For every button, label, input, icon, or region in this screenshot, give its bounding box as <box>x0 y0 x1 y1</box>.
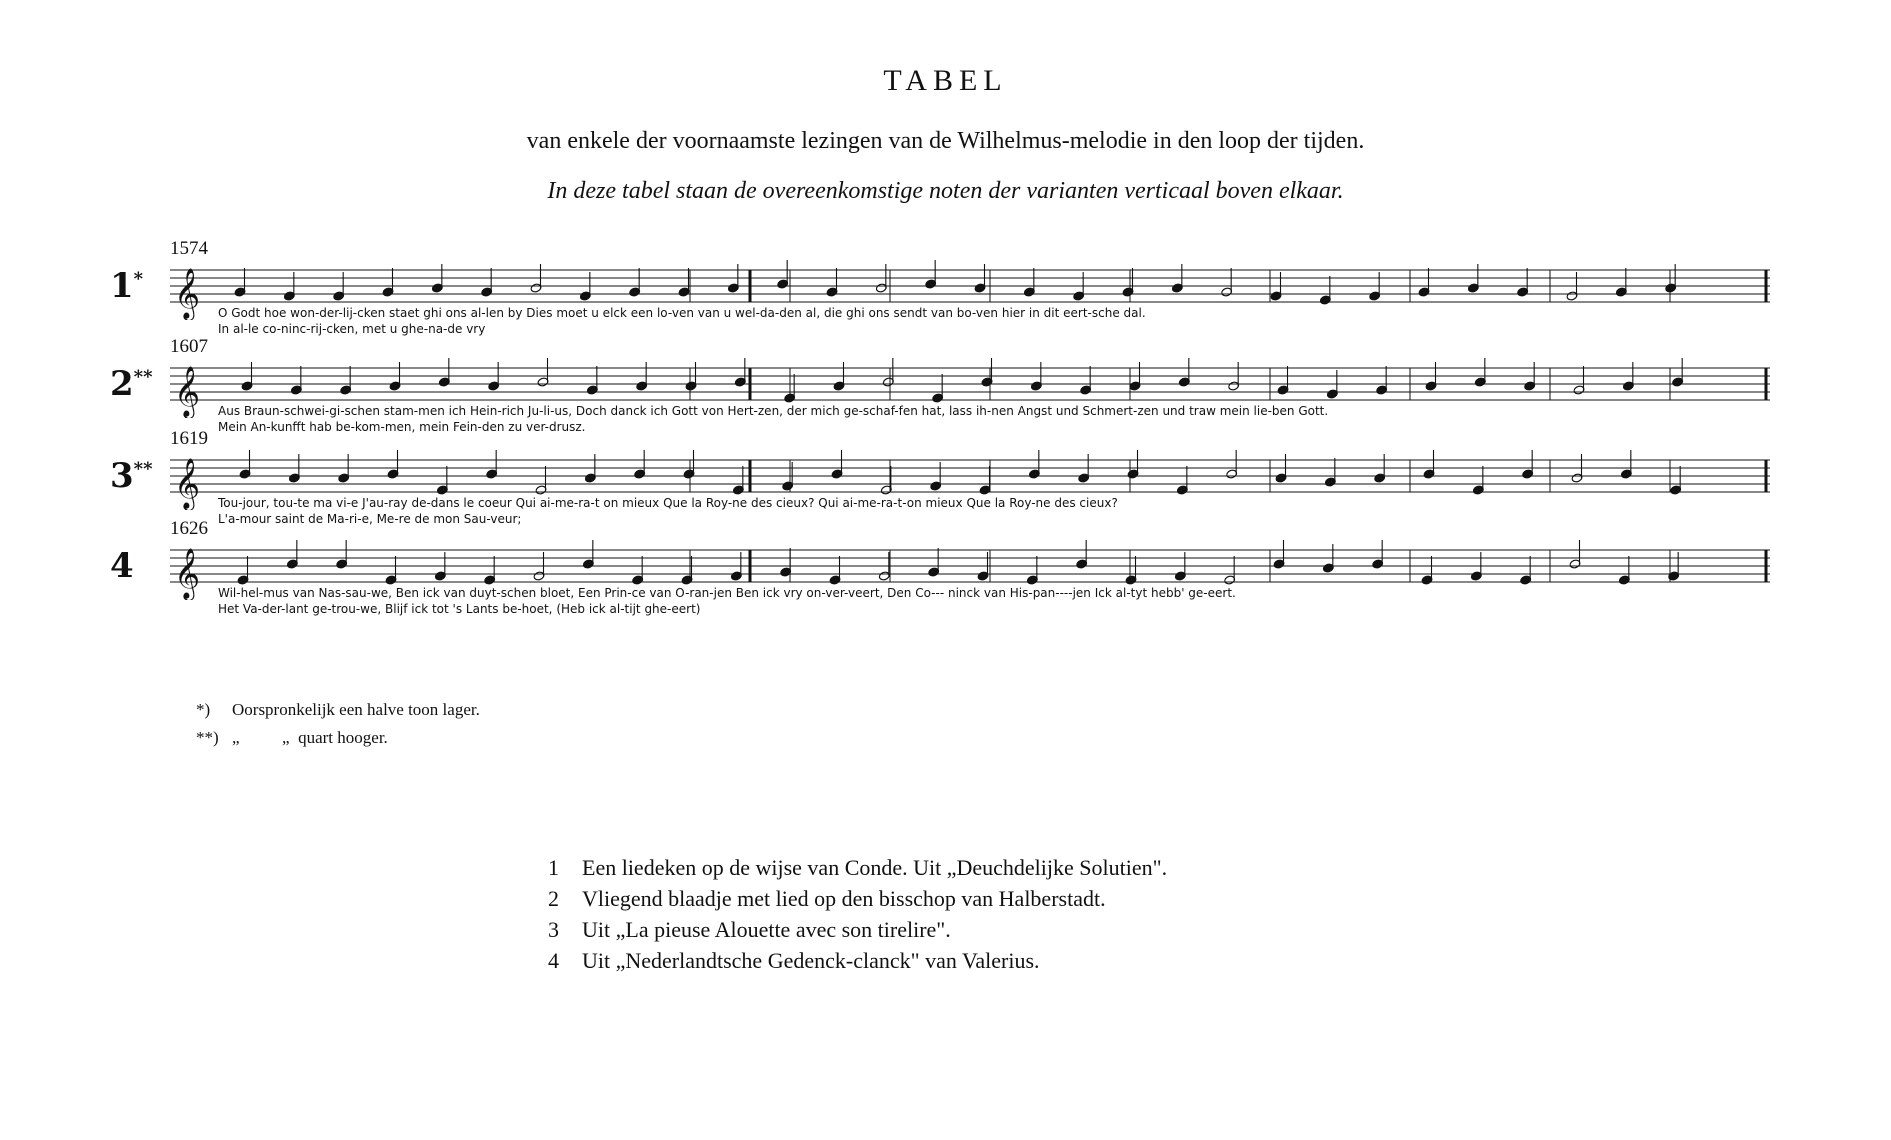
footnote: *) Oorspronkelijk een halve toon lager. <box>196 700 480 719</box>
page-title: TABEL <box>883 64 1008 97</box>
lyric-line: Tou-jour, tou-te ma vi-e J'au-ray de-dans le coeur Qui ai-me-ra-t on mieux Que la Roy-ne des cieux? Qui ai-me-ra-t-on mieux Que la Roy-ne des cieux? <box>218 496 1118 510</box>
source-list <box>548 852 1167 976</box>
lyric-line: In al-le co-ninc-rij-cken, met u ghe-na-de vry <box>218 322 486 336</box>
treble-clef-icon: 𝄞 <box>174 548 201 599</box>
melody-number: 4 <box>110 546 134 586</box>
melody-row-2 <box>110 336 1770 440</box>
source-item: 4 Uit „Nederlandtsche Gedenck-clanck" van Valerius. <box>548 948 1040 973</box>
explanatory-note: In deze tabel staan de overeenkomstige noten der varianten verticaal boven elkaar. <box>547 178 1344 204</box>
melody-number: 3** <box>110 456 153 496</box>
treble-clef-icon: 𝄞 <box>174 268 201 319</box>
footnote: **) „ „ quart hooger. <box>196 728 388 747</box>
melody-number: 2** <box>110 364 153 404</box>
lyric-line: Wil-hel-mus van Nas-sau-we, Ben ick van duyt-schen bloet, Een Prin-ce van O-ran-jen Ben ick vry on-ver-veert, Den Co--- ninck van His-pan----jen Ick al-tyt hebb' ge-eert. <box>218 586 1236 600</box>
source-item: 3 Uit „La pieuse Alouette avec son tirelire". <box>548 917 951 942</box>
lyric-line: Het Va-der-lant ge-trou-we, Blijf ick tot 's Lants be-hoet, (Heb ick al-tijt ghe-eert) <box>218 602 701 616</box>
melody-year: 1574 <box>170 238 208 259</box>
melody-year: 1626 <box>170 518 208 539</box>
melody-row-3 <box>110 428 1770 532</box>
melody-year: 1607 <box>170 336 208 357</box>
page-subtitle: van enkele der voornaamste lezingen van de Wilhelmus-melodie in den loop der tijden. <box>526 128 1365 154</box>
lyric-line: Aus Braun-schwei-gi-schen stam-men ich Hein-rich Ju-li-us, Doch danck ich Gott von Hert-zen, der mich ge-schaf-fen hat, lass ih-nen Angst und Schmert-zen und traw mein lie-ben Gott. <box>218 404 1329 418</box>
footnotes <box>196 696 480 752</box>
treble-clef-icon: 𝄞 <box>174 366 201 417</box>
melody-year: 1619 <box>170 428 208 449</box>
melody-row-1 <box>110 238 1770 342</box>
melody-row-4 <box>110 518 1770 622</box>
source-item: 1 Een liedeken op de wijse van Conde. Uit „Deuchdelijke Solutien". <box>548 855 1168 880</box>
lyric-line: Mein An-kunfft hab be-kom-men, mein Fein-den zu ver-drusz. <box>218 420 586 434</box>
source-item: 2 Vliegend blaadje met lied op den bisschop van Halberstadt. <box>548 886 1106 911</box>
lyric-line: O Godt hoe won-der-lij-cken staet ghi ons al-len by Dies moet u elck een lo-ven van u wel-da-den al, die ghi ons sendt van bo-ven hier in dit eert-sche dal. <box>218 306 1146 320</box>
lyric-line: L'a-mour saint de Ma-ri-e, Me-re de mon Sau-veur; <box>218 512 522 526</box>
melody-number: 1* <box>110 266 144 306</box>
treble-clef-icon: 𝄞 <box>174 458 201 509</box>
